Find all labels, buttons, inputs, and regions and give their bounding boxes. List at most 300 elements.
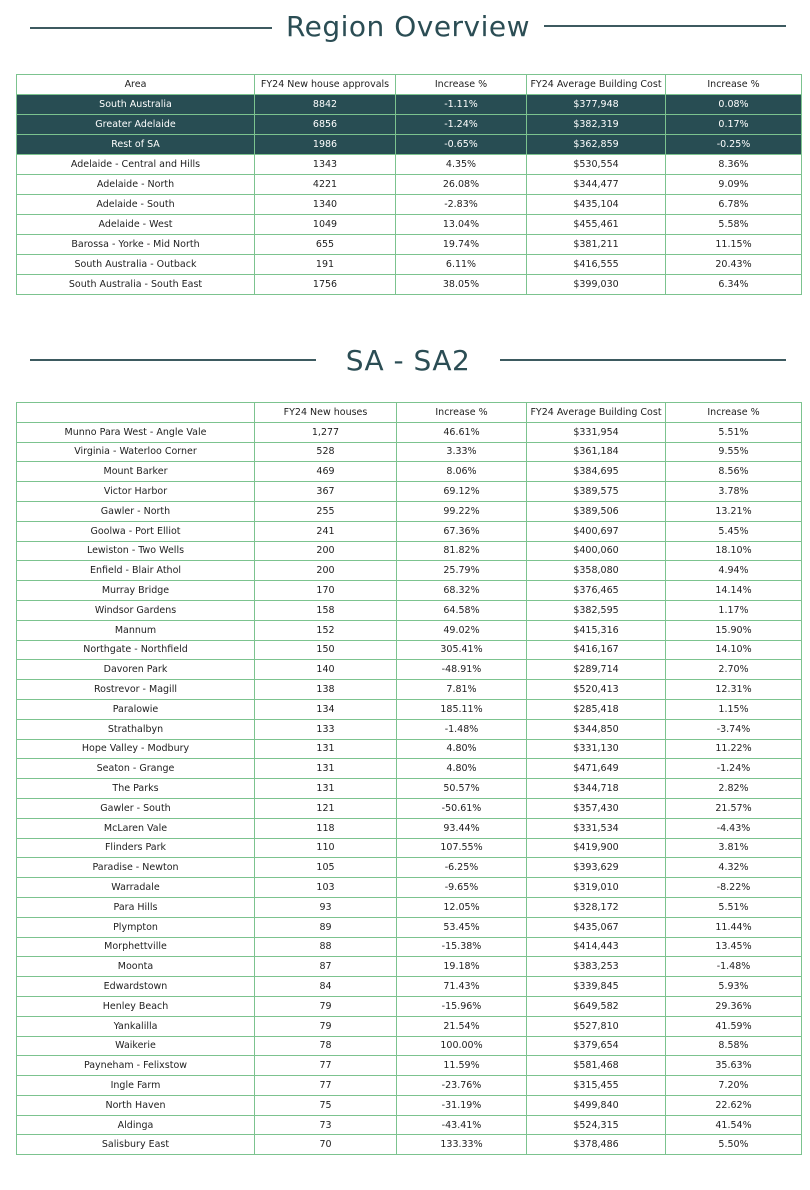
cell-avg-cost: $331,954 (527, 422, 666, 442)
table-row (17, 620, 802, 640)
cell-new-houses: 87 (255, 957, 397, 977)
cell-cost-increase: 8.56% (666, 462, 802, 482)
cell-cost-increase: -8.22% (666, 878, 802, 898)
heading-rule-left (30, 359, 316, 361)
cell-houses-increase: -43.41% (397, 1115, 527, 1135)
cell-new-houses: 89 (255, 917, 397, 937)
cell-area: Northgate - Northfield (17, 640, 255, 660)
cell-area: Paradise - Newton (17, 858, 255, 878)
cell-new-houses: 133 (255, 719, 397, 739)
cell-new-houses: 255 (255, 501, 397, 521)
table-row (17, 215, 802, 235)
column-header-avg-cost: FY24 Average Building Cost (527, 75, 666, 95)
cell-approvals-increase: 13.04% (396, 215, 527, 235)
cell-cost-increase: 11.44% (666, 917, 802, 937)
cell-cost-increase: 11.15% (666, 235, 802, 255)
table-row (17, 600, 802, 620)
cell-area: Barossa - Yorke - Mid North (17, 235, 255, 255)
cell-houses-increase: 19.18% (397, 957, 527, 977)
table-row (17, 798, 802, 818)
table-row (17, 977, 802, 997)
cell-area: Rest of SA (17, 135, 255, 155)
cell-avg-cost: $362,859 (527, 135, 666, 155)
cell-cost-increase: 3.81% (666, 838, 802, 858)
cell-cost-increase: 0.08% (666, 95, 802, 115)
cell-avg-cost: $344,850 (527, 719, 666, 739)
cell-avg-cost: $319,010 (527, 878, 666, 898)
cell-new-houses: 528 (255, 442, 397, 462)
column-header-houses-increase: Increase % (397, 403, 527, 423)
cell-cost-increase: 3.78% (666, 482, 802, 502)
cell-cost-increase: 15.90% (666, 620, 802, 640)
cell-approvals: 1049 (255, 215, 396, 235)
region-overview-heading (0, 8, 810, 48)
cell-new-houses: 469 (255, 462, 397, 482)
table-row (17, 1036, 802, 1056)
table-row (17, 759, 802, 779)
cell-cost-increase: -0.25% (666, 135, 802, 155)
cell-cost-increase: 41.59% (666, 1016, 802, 1036)
cell-approvals-increase: 6.11% (396, 255, 527, 275)
cell-area: Salisbury East (17, 1135, 255, 1155)
region-overview-title: Region Overview (285, 10, 531, 43)
cell-new-houses: 131 (255, 779, 397, 799)
column-header-approvals: FY24 New house approvals (255, 75, 396, 95)
cell-houses-increase: 67.36% (397, 521, 527, 541)
column-header-new-houses: FY24 New houses (255, 403, 397, 423)
cell-new-houses: 200 (255, 561, 397, 581)
cell-avg-cost: $419,900 (527, 838, 666, 858)
cell-approvals-increase: 4.35% (396, 155, 527, 175)
cell-new-houses: 75 (255, 1095, 397, 1115)
table-row (17, 1076, 802, 1096)
table-row (17, 155, 802, 175)
table-row (17, 838, 802, 858)
cell-approvals-increase: -1.11% (396, 95, 527, 115)
cell-avg-cost: $520,413 (527, 680, 666, 700)
table-row (17, 1115, 802, 1135)
cell-avg-cost: $389,575 (527, 482, 666, 502)
cell-cost-increase: 5.93% (666, 977, 802, 997)
cell-cost-increase: 5.50% (666, 1135, 802, 1155)
cell-houses-increase: -1.48% (397, 719, 527, 739)
cell-avg-cost: $435,067 (527, 917, 666, 937)
table-row (17, 175, 802, 195)
table-row (17, 1135, 802, 1155)
table-row (17, 521, 802, 541)
table-row (17, 561, 802, 581)
cell-avg-cost: $581,468 (527, 1056, 666, 1076)
cell-houses-increase: 69.12% (397, 482, 527, 502)
table-row (17, 917, 802, 937)
heading-rule-right (544, 25, 786, 27)
cell-houses-increase: -31.19% (397, 1095, 527, 1115)
cell-area: Adelaide - South (17, 195, 255, 215)
table-row (17, 858, 802, 878)
table-row (17, 501, 802, 521)
cell-cost-increase: 6.34% (666, 275, 802, 295)
cell-cost-increase: 14.10% (666, 640, 802, 660)
cell-houses-increase: 3.33% (397, 442, 527, 462)
cell-houses-increase: 25.79% (397, 561, 527, 581)
cell-cost-increase: 41.54% (666, 1115, 802, 1135)
cell-avg-cost: $344,718 (527, 779, 666, 799)
cell-houses-increase: 107.55% (397, 838, 527, 858)
cell-avg-cost: $331,130 (527, 739, 666, 759)
cell-avg-cost: $399,030 (527, 275, 666, 295)
cell-avg-cost: $649,582 (527, 996, 666, 1016)
cell-approvals-increase: -0.65% (396, 135, 527, 155)
table-row (17, 937, 802, 957)
table-row (17, 482, 802, 502)
cell-avg-cost: $357,430 (527, 798, 666, 818)
cell-new-houses: 121 (255, 798, 397, 818)
cell-houses-increase: 4.80% (397, 759, 527, 779)
cell-new-houses: 131 (255, 759, 397, 779)
cell-new-houses: 140 (255, 660, 397, 680)
cell-cost-increase: 4.94% (666, 561, 802, 581)
cell-cost-increase: 5.45% (666, 521, 802, 541)
table-row (17, 275, 802, 295)
cell-avg-cost: $331,534 (527, 818, 666, 838)
cell-new-houses: 170 (255, 581, 397, 601)
cell-approvals-increase: -1.24% (396, 115, 527, 135)
cell-houses-increase: -6.25% (397, 858, 527, 878)
table-row (17, 699, 802, 719)
cell-cost-increase: -4.43% (666, 818, 802, 838)
cell-avg-cost: $527,810 (527, 1016, 666, 1036)
cell-cost-increase: 6.78% (666, 195, 802, 215)
column-header-area (17, 403, 255, 423)
cell-area: Mannum (17, 620, 255, 640)
cell-area: North Haven (17, 1095, 255, 1115)
cell-avg-cost: $358,080 (527, 561, 666, 581)
cell-approvals: 1340 (255, 195, 396, 215)
column-header-area: Area (17, 75, 255, 95)
cell-area: Murray Bridge (17, 581, 255, 601)
cell-approvals: 191 (255, 255, 396, 275)
cell-cost-increase: 1.15% (666, 699, 802, 719)
region-overview-table (16, 74, 802, 295)
cell-area: Hope Valley - Modbury (17, 739, 255, 759)
cell-cost-increase: 11.22% (666, 739, 802, 759)
table-row (17, 442, 802, 462)
cell-houses-increase: -15.96% (397, 996, 527, 1016)
table-row (17, 422, 802, 442)
cell-houses-increase: -50.61% (397, 798, 527, 818)
cell-cost-increase: 5.51% (666, 897, 802, 917)
cell-houses-increase: 12.05% (397, 897, 527, 917)
cell-avg-cost: $315,455 (527, 1076, 666, 1096)
cell-new-houses: 93 (255, 897, 397, 917)
cell-area: Strathalbyn (17, 719, 255, 739)
cell-houses-increase: -48.91% (397, 660, 527, 680)
cell-area: Munno Para West - Angle Vale (17, 422, 255, 442)
cell-avg-cost: $361,184 (527, 442, 666, 462)
sa2-heading (0, 342, 810, 382)
cell-area: Mount Barker (17, 462, 255, 482)
cell-area: South Australia - South East (17, 275, 255, 295)
cell-area: McLaren Vale (17, 818, 255, 838)
cell-new-houses: 79 (255, 996, 397, 1016)
cell-avg-cost: $382,319 (527, 115, 666, 135)
table-row (17, 462, 802, 482)
cell-area: Virginia - Waterloo Corner (17, 442, 255, 462)
cell-cost-increase: 13.45% (666, 937, 802, 957)
cell-approvals: 6856 (255, 115, 396, 135)
heading-rule-right (500, 359, 786, 361)
cell-area: Adelaide - North (17, 175, 255, 195)
cell-avg-cost: $378,486 (527, 1135, 666, 1155)
column-header-approvals-increase: Increase % (396, 75, 527, 95)
cell-cost-increase: -1.48% (666, 957, 802, 977)
cell-houses-increase: -9.65% (397, 878, 527, 898)
cell-approvals: 1343 (255, 155, 396, 175)
column-header-cost-increase: Increase % (666, 403, 802, 423)
cell-area: Ingle Farm (17, 1076, 255, 1096)
cell-avg-cost: $499,840 (527, 1095, 666, 1115)
cell-area: South Australia (17, 95, 255, 115)
cell-new-houses: 73 (255, 1115, 397, 1135)
cell-area: Morphettville (17, 937, 255, 957)
cell-houses-increase: 21.54% (397, 1016, 527, 1036)
cell-cost-increase: 22.62% (666, 1095, 802, 1115)
cell-houses-increase: 49.02% (397, 620, 527, 640)
cell-area: Windsor Gardens (17, 600, 255, 620)
cell-avg-cost: $382,595 (527, 600, 666, 620)
cell-avg-cost: $339,845 (527, 977, 666, 997)
cell-houses-increase: 100.00% (397, 1036, 527, 1056)
cell-avg-cost: $328,172 (527, 897, 666, 917)
cell-avg-cost: $285,418 (527, 699, 666, 719)
column-header-avg-cost: FY24 Average Building Cost (527, 403, 666, 423)
cell-cost-increase: 29.36% (666, 996, 802, 1016)
cell-cost-increase: 9.09% (666, 175, 802, 195)
table-row (17, 195, 802, 215)
table-row (17, 680, 802, 700)
table-row (17, 660, 802, 680)
table-row (17, 957, 802, 977)
cell-approvals-increase: 38.05% (396, 275, 527, 295)
cell-new-houses: 200 (255, 541, 397, 561)
cell-avg-cost: $524,315 (527, 1115, 666, 1135)
cell-houses-increase: 81.82% (397, 541, 527, 561)
cell-approvals-increase: 26.08% (396, 175, 527, 195)
cell-avg-cost: $400,060 (527, 541, 666, 561)
cell-avg-cost: $383,253 (527, 957, 666, 977)
cell-new-houses: 70 (255, 1135, 397, 1155)
cell-new-houses: 110 (255, 838, 397, 858)
cell-area: South Australia - Outback (17, 255, 255, 275)
table-row (17, 1016, 802, 1036)
cell-houses-increase: 93.44% (397, 818, 527, 838)
cell-area: Aldinga (17, 1115, 255, 1135)
cell-new-houses: 105 (255, 858, 397, 878)
cell-cost-increase: 12.31% (666, 680, 802, 700)
cell-area: Rostrevor - Magill (17, 680, 255, 700)
cell-area: Henley Beach (17, 996, 255, 1016)
cell-avg-cost: $393,629 (527, 858, 666, 878)
column-header-cost-increase: Increase % (666, 75, 802, 95)
cell-area: Edwardstown (17, 977, 255, 997)
table-row (17, 1056, 802, 1076)
cell-approvals: 1756 (255, 275, 396, 295)
cell-avg-cost: $530,554 (527, 155, 666, 175)
heading-rule-left (30, 27, 272, 29)
cell-cost-increase: 5.58% (666, 215, 802, 235)
cell-cost-increase: -1.24% (666, 759, 802, 779)
cell-new-houses: 134 (255, 699, 397, 719)
cell-area: Flinders Park (17, 838, 255, 858)
table-row (17, 996, 802, 1016)
table-row (17, 878, 802, 898)
cell-houses-increase: 8.06% (397, 462, 527, 482)
table-header-row (17, 75, 802, 95)
cell-cost-increase: 21.57% (666, 798, 802, 818)
cell-area: Warradale (17, 878, 255, 898)
cell-avg-cost: $435,104 (527, 195, 666, 215)
cell-cost-increase: 35.63% (666, 1056, 802, 1076)
cell-houses-increase: -15.38% (397, 937, 527, 957)
table-row (17, 95, 802, 115)
cell-houses-increase: 11.59% (397, 1056, 527, 1076)
cell-avg-cost: $414,443 (527, 937, 666, 957)
cell-new-houses: 79 (255, 1016, 397, 1036)
cell-houses-increase: 133.33% (397, 1135, 527, 1155)
cell-new-houses: 138 (255, 680, 397, 700)
table-row (17, 779, 802, 799)
cell-cost-increase: 18.10% (666, 541, 802, 561)
cell-avg-cost: $381,211 (527, 235, 666, 255)
cell-cost-increase: 7.20% (666, 1076, 802, 1096)
cell-new-houses: 241 (255, 521, 397, 541)
cell-area: The Parks (17, 779, 255, 799)
cell-cost-increase: 8.58% (666, 1036, 802, 1056)
cell-area: Goolwa - Port Elliot (17, 521, 255, 541)
sa2-table (16, 402, 802, 1155)
cell-area: Paralowie (17, 699, 255, 719)
cell-avg-cost: $376,465 (527, 581, 666, 601)
cell-avg-cost: $416,167 (527, 640, 666, 660)
cell-cost-increase: 0.17% (666, 115, 802, 135)
cell-area: Greater Adelaide (17, 115, 255, 135)
cell-cost-increase: 9.55% (666, 442, 802, 462)
cell-approvals-increase: -2.83% (396, 195, 527, 215)
cell-new-houses: 77 (255, 1056, 397, 1076)
cell-houses-increase: 68.32% (397, 581, 527, 601)
cell-new-houses: 158 (255, 600, 397, 620)
cell-avg-cost: $384,695 (527, 462, 666, 482)
cell-area: Adelaide - Central and Hills (17, 155, 255, 175)
cell-houses-increase: 64.58% (397, 600, 527, 620)
cell-avg-cost: $389,506 (527, 501, 666, 521)
cell-approvals: 8842 (255, 95, 396, 115)
cell-new-houses: 78 (255, 1036, 397, 1056)
table-row (17, 640, 802, 660)
table-row (17, 255, 802, 275)
cell-new-houses: 88 (255, 937, 397, 957)
cell-avg-cost: $344,477 (527, 175, 666, 195)
cell-area: Waikerie (17, 1036, 255, 1056)
table-row (17, 135, 802, 155)
table-row (17, 818, 802, 838)
cell-area: Moonta (17, 957, 255, 977)
cell-new-houses: 1,277 (255, 422, 397, 442)
table-row (17, 719, 802, 739)
cell-cost-increase: 8.36% (666, 155, 802, 175)
cell-approvals: 4221 (255, 175, 396, 195)
cell-avg-cost: $471,649 (527, 759, 666, 779)
table-row (17, 897, 802, 917)
cell-area: Payneham - Felixstow (17, 1056, 255, 1076)
cell-avg-cost: $416,555 (527, 255, 666, 275)
cell-new-houses: 84 (255, 977, 397, 997)
table-row (17, 739, 802, 759)
cell-new-houses: 150 (255, 640, 397, 660)
cell-houses-increase: -23.76% (397, 1076, 527, 1096)
cell-cost-increase: 4.32% (666, 858, 802, 878)
cell-houses-increase: 46.61% (397, 422, 527, 442)
cell-houses-increase: 99.22% (397, 501, 527, 521)
table-row (17, 115, 802, 135)
cell-cost-increase: 13.21% (666, 501, 802, 521)
cell-avg-cost: $289,714 (527, 660, 666, 680)
cell-area: Adelaide - West (17, 215, 255, 235)
table-row (17, 541, 802, 561)
cell-approvals-increase: 19.74% (396, 235, 527, 255)
cell-area: Enfield - Blair Athol (17, 561, 255, 581)
cell-houses-increase: 185.11% (397, 699, 527, 719)
cell-avg-cost: $379,654 (527, 1036, 666, 1056)
cell-new-houses: 118 (255, 818, 397, 838)
table-row (17, 581, 802, 601)
cell-avg-cost: $400,697 (527, 521, 666, 541)
table-header-row (17, 403, 802, 423)
cell-avg-cost: $455,461 (527, 215, 666, 235)
cell-new-houses: 77 (255, 1076, 397, 1096)
cell-area: Seaton - Grange (17, 759, 255, 779)
cell-new-houses: 367 (255, 482, 397, 502)
cell-cost-increase: 20.43% (666, 255, 802, 275)
cell-avg-cost: $377,948 (527, 95, 666, 115)
cell-houses-increase: 305.41% (397, 640, 527, 660)
sa2-title: SA - SA2 (345, 344, 471, 377)
cell-houses-increase: 4.80% (397, 739, 527, 759)
cell-houses-increase: 71.43% (397, 977, 527, 997)
cell-new-houses: 152 (255, 620, 397, 640)
cell-cost-increase: 5.51% (666, 422, 802, 442)
cell-approvals: 1986 (255, 135, 396, 155)
cell-new-houses: 131 (255, 739, 397, 759)
table-row (17, 1095, 802, 1115)
cell-area: Lewiston - Two Wells (17, 541, 255, 561)
cell-houses-increase: 50.57% (397, 779, 527, 799)
cell-area: Para Hills (17, 897, 255, 917)
cell-cost-increase: -3.74% (666, 719, 802, 739)
cell-area: Victor Harbor (17, 482, 255, 502)
cell-avg-cost: $415,316 (527, 620, 666, 640)
cell-houses-increase: 53.45% (397, 917, 527, 937)
cell-approvals: 655 (255, 235, 396, 255)
cell-area: Yankalilla (17, 1016, 255, 1036)
cell-houses-increase: 7.81% (397, 680, 527, 700)
cell-area: Gawler - North (17, 501, 255, 521)
cell-new-houses: 103 (255, 878, 397, 898)
cell-cost-increase: 1.17% (666, 600, 802, 620)
cell-cost-increase: 2.70% (666, 660, 802, 680)
cell-area: Plympton (17, 917, 255, 937)
cell-area: Davoren Park (17, 660, 255, 680)
